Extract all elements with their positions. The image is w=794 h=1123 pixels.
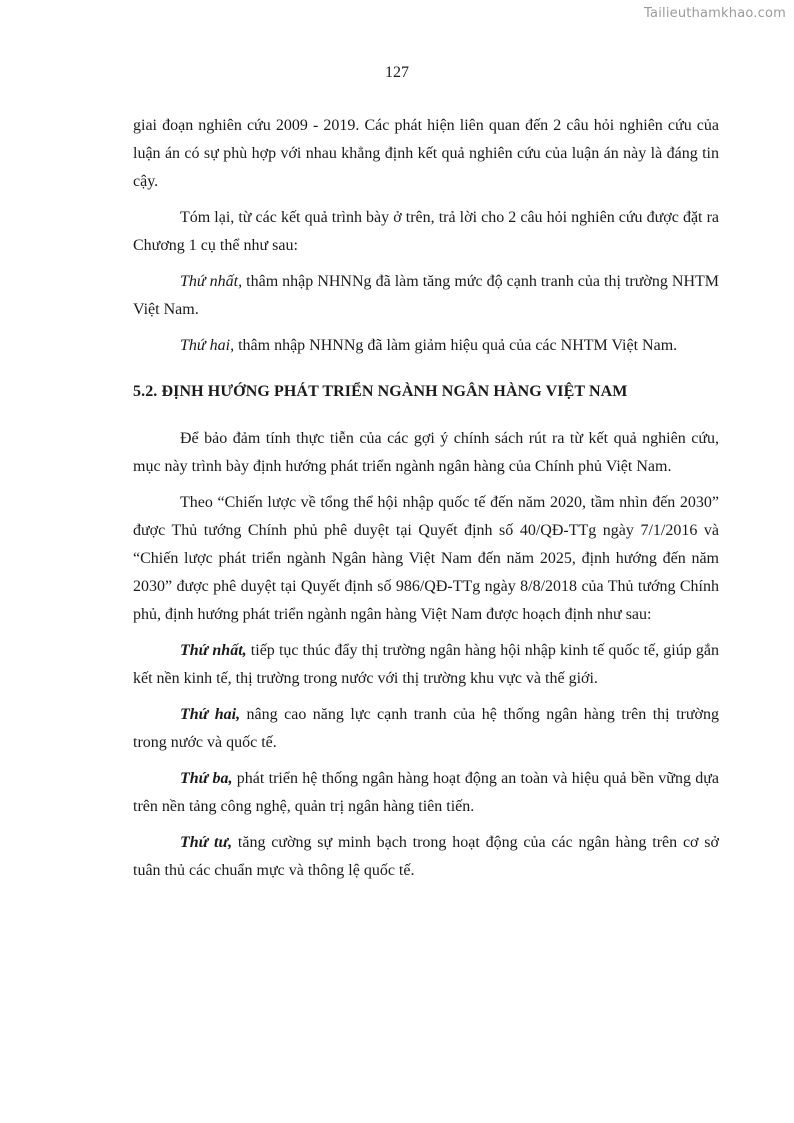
finding-first-lead: Thứ nhất,	[180, 273, 243, 290]
orientation-item-text: nâng cao năng lực cạnh tranh của hệ thống ngân hàng trên thị trường trong nước và quốc tế.	[133, 706, 719, 751]
orientation-item-text: tiếp tục thúc đẩy thị trường ngân hàng hội nhập kinh tế quốc tế, giúp gắn kết nền kinh tế, thị trường trong nước với thị trường khu vực và thế giới.	[133, 642, 720, 687]
page-number: 127	[385, 64, 409, 81]
orientation-item	[133, 765, 719, 821]
paragraph-strategy: Theo “Chiến lược về tổng thể hội nhập quốc tế đến năm 2020, tầm nhìn đến 2030” được Thủ tướng Chính phủ phê duyệt tại Quyết định số 40/QĐ-TTg ngày 7/1/2016 và “Chiến lược phát triển ngành Ngân hàng Việt Nam đến năm 2025, định hướng đến năm 2030” được phê duyệt tại Quyết định số 986/QĐ-TTg ngày 8/8/2018 của Thủ tướng Chính phủ, định hướng phát triển ngành ngân hàng Việt Nam được hoạch định như sau:	[133, 494, 719, 623]
document-body	[133, 112, 719, 893]
orientation-item-lead: Thứ ba,	[180, 770, 233, 787]
finding-first	[133, 268, 719, 324]
finding-second-lead: Thứ hai,	[180, 337, 235, 354]
finding-second-text: thâm nhập NHNNg đã làm giảm hiệu quả của các NHTM Việt Nam.	[234, 337, 678, 354]
orientation-item-text: tăng cường sự minh bạch trong hoạt động của các ngân hàng trên cơ sở tuân thủ các chuẩn mực và thông lệ quốc tế.	[133, 834, 719, 879]
orientation-item	[133, 637, 719, 693]
orientation-item-lead: Thứ hai,	[180, 706, 241, 723]
orientation-item-text: phát triển hệ thống ngân hàng hoạt động an toàn và hiệu quả bền vững dựa trên nền tảng công nghệ, quản trị ngân hàng tiên tiến.	[133, 770, 719, 815]
paragraph-continuation: giai đoạn nghiên cứu 2009 - 2019. Các phát hiện liên quan đến 2 câu hỏi nghiên cứu của luận án có sự phù hợp với nhau khẳng định kết quả nghiên cứu của luận án này là đáng tin cậy.	[133, 117, 719, 190]
finding-second	[133, 332, 719, 360]
paragraph-purpose: Để bảo đảm tính thực tiễn của các gợi ý chính sách rút ra từ kết quả nghiên cứu, mục này trình bày định hướng phát triển ngành ngân hàng của Chính phủ Việt Nam.	[133, 430, 719, 475]
orientation-item-lead: Thứ nhất,	[180, 642, 247, 659]
watermark: Tailieuthamkhao.com	[644, 6, 786, 21]
section-heading: 5.2. ĐỊNH HƯỚNG PHÁT TRIỂN NGÀNH NGÂN HÀNG VIỆT NAM	[133, 383, 628, 400]
orientation-item-lead: Thứ tư,	[180, 834, 233, 851]
paragraph-summary: Tóm lại, từ các kết quả trình bày ở trên, trả lời cho 2 câu hỏi nghiên cứu được đặt ra Chương 1 cụ thể như sau:	[133, 209, 719, 254]
orientation-item	[133, 701, 719, 757]
orientation-item	[133, 829, 719, 885]
finding-first-text: thâm nhập NHNNg đã làm tăng mức độ cạnh tranh của thị trường NHTM Việt Nam.	[133, 273, 719, 318]
